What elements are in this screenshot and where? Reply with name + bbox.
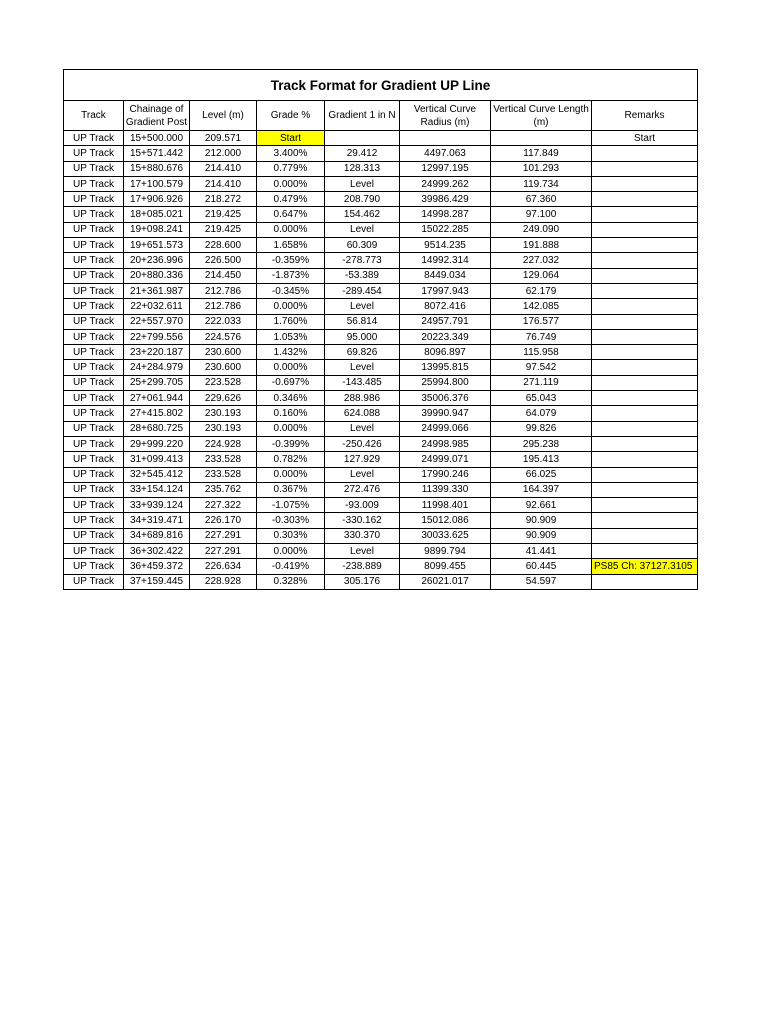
cell-track: UP Track [64, 544, 124, 559]
cell-remarks: Start [592, 131, 698, 146]
cell-track: UP Track [64, 253, 124, 268]
cell-grade: 0.367% [257, 482, 325, 497]
cell-gradient: -250.426 [325, 436, 400, 451]
cell-grade: 0.328% [257, 574, 325, 589]
cell-vc-radius: 39990.947 [400, 406, 491, 421]
cell-vc-radius: 11998.401 [400, 498, 491, 513]
cell-gradient: Level [325, 222, 400, 237]
cell-track: UP Track [64, 299, 124, 314]
cell-level: 235.762 [190, 482, 257, 497]
cell-grade: -0.697% [257, 375, 325, 390]
cell-chainage: 15+571.442 [124, 146, 190, 161]
cell-track: UP Track [64, 467, 124, 482]
cell-remarks [592, 222, 698, 237]
cell-vc-radius: 24999.071 [400, 452, 491, 467]
cell-vc-length: 119.734 [491, 176, 592, 191]
cell-track: UP Track [64, 574, 124, 589]
cell-track: UP Track [64, 238, 124, 253]
cell-chainage: 19+651.573 [124, 238, 190, 253]
column-header-chainage: Chainage of Gradient Post [124, 101, 190, 131]
cell-chainage: 29+999.220 [124, 436, 190, 451]
cell-track: UP Track [64, 329, 124, 344]
cell-grade: 1.053% [257, 329, 325, 344]
cell-level: 229.626 [190, 391, 257, 406]
cell-chainage: 34+319.471 [124, 513, 190, 528]
cell-gradient: -278.773 [325, 253, 400, 268]
cell-gradient: -238.889 [325, 559, 400, 574]
cell-grade: -1.873% [257, 268, 325, 283]
cell-track: UP Track [64, 192, 124, 207]
cell-level: 214.450 [190, 268, 257, 283]
cell-chainage: 20+236.996 [124, 253, 190, 268]
cell-level: 230.600 [190, 345, 257, 360]
cell-remarks [592, 268, 698, 283]
table-row [64, 375, 698, 390]
cell-gradient: Level [325, 176, 400, 191]
cell-track: UP Track [64, 482, 124, 497]
cell-remarks [592, 161, 698, 176]
cell-chainage: 25+299.705 [124, 375, 190, 390]
cell-level: 218.272 [190, 192, 257, 207]
cell-grade: 0.160% [257, 406, 325, 421]
cell-level: 226.500 [190, 253, 257, 268]
cell-grade: 0.303% [257, 528, 325, 543]
cell-chainage: 27+415.802 [124, 406, 190, 421]
cell-chainage: 24+284.979 [124, 360, 190, 375]
cell-chainage: 15+500.000 [124, 131, 190, 146]
cell-grade: 0.000% [257, 299, 325, 314]
cell-track: UP Track [64, 559, 124, 574]
cell-gradient: 624.088 [325, 406, 400, 421]
cell-level: 230.193 [190, 406, 257, 421]
cell-level: 212.786 [190, 299, 257, 314]
cell-grade: 0.000% [257, 467, 325, 482]
cell-track: UP Track [64, 283, 124, 298]
cell-chainage: 34+689.816 [124, 528, 190, 543]
cell-chainage: 36+459.372 [124, 559, 190, 574]
table-row [64, 513, 698, 528]
cell-chainage: 15+880.676 [124, 161, 190, 176]
table-row [64, 574, 698, 589]
cell-gradient: -143.485 [325, 375, 400, 390]
cell-vc-length: 271.119 [491, 375, 592, 390]
cell-level: 224.576 [190, 329, 257, 344]
cell-remarks [592, 436, 698, 451]
table-row [64, 299, 698, 314]
cell-remarks [592, 528, 698, 543]
cell-vc-length: 41.441 [491, 544, 592, 559]
column-header-level: Level (m) [190, 101, 257, 131]
cell-vc-length: 164.397 [491, 482, 592, 497]
cell-vc-length: 227.032 [491, 253, 592, 268]
cell-grade: 0.346% [257, 391, 325, 406]
cell-vc-radius: 8099.455 [400, 559, 491, 574]
cell-vc-length: 60.445 [491, 559, 592, 574]
cell-gradient: 69.826 [325, 345, 400, 360]
cell-level: 224.928 [190, 436, 257, 451]
table-row [64, 176, 698, 191]
cell-track: UP Track [64, 131, 124, 146]
cell-vc-radius: 4497.063 [400, 146, 491, 161]
cell-remarks [592, 375, 698, 390]
column-header-vc-length: Vertical Curve Length (m) [491, 101, 592, 131]
cell-vc-length: 295.238 [491, 436, 592, 451]
cell-vc-length: 142.085 [491, 299, 592, 314]
table-row [64, 436, 698, 451]
cell-vc-radius: 9514.235 [400, 238, 491, 253]
cell-track: UP Track [64, 222, 124, 237]
cell-remarks [592, 207, 698, 222]
cell-grade: 0.000% [257, 421, 325, 436]
cell-grade: 1.658% [257, 238, 325, 253]
cell-chainage: 27+061.944 [124, 391, 190, 406]
cell-remarks [592, 467, 698, 482]
table-row [64, 314, 698, 329]
cell-grade: 0.000% [257, 544, 325, 559]
cell-remarks [592, 360, 698, 375]
cell-vc-length: 117.849 [491, 146, 592, 161]
cell-track: UP Track [64, 452, 124, 467]
cell-level: 227.291 [190, 528, 257, 543]
cell-track: UP Track [64, 176, 124, 191]
cell-gradient: -93.009 [325, 498, 400, 513]
cell-grade: -0.419% [257, 559, 325, 574]
cell-grade: 0.779% [257, 161, 325, 176]
cell-remarks [592, 253, 698, 268]
table-row [64, 406, 698, 421]
table-row [64, 544, 698, 559]
cell-grade: Start [257, 131, 325, 146]
cell-gradient: -53.389 [325, 268, 400, 283]
table-row [64, 345, 698, 360]
column-header-remarks: Remarks [592, 101, 698, 131]
table-row [64, 238, 698, 253]
table-row [64, 283, 698, 298]
cell-remarks [592, 192, 698, 207]
cell-vc-length: 92.661 [491, 498, 592, 513]
cell-vc-radius: 39986.429 [400, 192, 491, 207]
gradient-table-sheet [63, 69, 697, 590]
cell-remarks [592, 299, 698, 314]
cell-chainage: 23+220.187 [124, 345, 190, 360]
table-row [64, 498, 698, 513]
cell-gradient: 288.986 [325, 391, 400, 406]
cell-grade: 0.000% [257, 222, 325, 237]
column-header-grade: Grade % [257, 101, 325, 131]
cell-level: 227.322 [190, 498, 257, 513]
cell-vc-radius [400, 131, 491, 146]
table-row [64, 528, 698, 543]
cell-track: UP Track [64, 146, 124, 161]
cell-vc-radius: 14992.314 [400, 253, 491, 268]
cell-remarks: PS85 Ch: 37127.3105 [592, 559, 698, 574]
cell-level: 219.425 [190, 222, 257, 237]
cell-vc-radius: 11399.330 [400, 482, 491, 497]
cell-vc-length: 64.079 [491, 406, 592, 421]
cell-track: UP Track [64, 436, 124, 451]
cell-level: 230.193 [190, 421, 257, 436]
cell-gradient [325, 131, 400, 146]
cell-track: UP Track [64, 391, 124, 406]
cell-chainage: 19+098.241 [124, 222, 190, 237]
cell-gradient: 95.000 [325, 329, 400, 344]
gradient-table [63, 69, 698, 590]
cell-track: UP Track [64, 360, 124, 375]
cell-remarks [592, 574, 698, 589]
cell-remarks [592, 329, 698, 344]
cell-vc-radius: 13995.815 [400, 360, 491, 375]
cell-vc-radius: 17990.246 [400, 467, 491, 482]
cell-remarks [592, 498, 698, 513]
column-header-vc-radius: Vertical Curve Radius (m) [400, 101, 491, 131]
cell-vc-radius: 8096.897 [400, 345, 491, 360]
cell-gradient: 208.790 [325, 192, 400, 207]
cell-vc-radius: 8449.034 [400, 268, 491, 283]
cell-remarks [592, 283, 698, 298]
cell-chainage: 18+085.021 [124, 207, 190, 222]
table-row [64, 360, 698, 375]
cell-remarks [592, 513, 698, 528]
cell-chainage: 33+154.124 [124, 482, 190, 497]
cell-grade: -0.399% [257, 436, 325, 451]
cell-vc-length: 191.888 [491, 238, 592, 253]
cell-gradient: Level [325, 299, 400, 314]
table-row [64, 482, 698, 497]
cell-level: 233.528 [190, 467, 257, 482]
cell-track: UP Track [64, 314, 124, 329]
cell-vc-radius: 30033.625 [400, 528, 491, 543]
cell-grade: 0.000% [257, 360, 325, 375]
cell-level: 222.033 [190, 314, 257, 329]
cell-chainage: 22+032.611 [124, 299, 190, 314]
cell-track: UP Track [64, 345, 124, 360]
cell-remarks [592, 345, 698, 360]
cell-grade: 1.432% [257, 345, 325, 360]
cell-gradient: 305.176 [325, 574, 400, 589]
cell-vc-length: 90.909 [491, 528, 592, 543]
cell-remarks [592, 146, 698, 161]
cell-gradient: Level [325, 467, 400, 482]
cell-grade: 0.782% [257, 452, 325, 467]
cell-chainage: 22+799.556 [124, 329, 190, 344]
column-header-gradient: Gradient 1 in N [325, 101, 400, 131]
cell-vc-radius: 24999.066 [400, 421, 491, 436]
cell-remarks [592, 421, 698, 436]
header-row [64, 101, 698, 131]
cell-remarks [592, 452, 698, 467]
cell-level: 212.786 [190, 283, 257, 298]
cell-vc-radius: 9899.794 [400, 544, 491, 559]
cell-vc-radius: 24957.791 [400, 314, 491, 329]
column-header-track: Track [64, 101, 124, 131]
table-row [64, 146, 698, 161]
cell-gradient: 128.313 [325, 161, 400, 176]
cell-vc-radius: 26021.017 [400, 574, 491, 589]
cell-grade: 0.000% [257, 176, 325, 191]
table-row [64, 131, 698, 146]
cell-vc-radius: 24998.985 [400, 436, 491, 451]
cell-track: UP Track [64, 528, 124, 543]
cell-vc-radius: 24999.262 [400, 176, 491, 191]
cell-vc-length: 99.826 [491, 421, 592, 436]
cell-level: 223.528 [190, 375, 257, 390]
cell-chainage: 37+159.445 [124, 574, 190, 589]
cell-chainage: 17+100.579 [124, 176, 190, 191]
cell-gradient: 29.412 [325, 146, 400, 161]
table-row [64, 559, 698, 574]
cell-vc-length: 115.958 [491, 345, 592, 360]
cell-remarks [592, 238, 698, 253]
cell-chainage: 36+302.422 [124, 544, 190, 559]
table-title: Track Format for Gradient UP Line [64, 70, 698, 101]
cell-vc-radius: 25994.800 [400, 375, 491, 390]
cell-chainage: 31+099.413 [124, 452, 190, 467]
cell-gradient: -330.162 [325, 513, 400, 528]
cell-vc-length: 66.025 [491, 467, 592, 482]
cell-level: 230.600 [190, 360, 257, 375]
cell-grade: -0.345% [257, 283, 325, 298]
cell-vc-length: 97.542 [491, 360, 592, 375]
cell-level: 226.170 [190, 513, 257, 528]
cell-grade: -0.359% [257, 253, 325, 268]
cell-chainage: 17+906.926 [124, 192, 190, 207]
cell-level: 209.571 [190, 131, 257, 146]
cell-vc-radius: 17997.943 [400, 283, 491, 298]
table-row [64, 161, 698, 176]
table-row [64, 421, 698, 436]
cell-level: 228.928 [190, 574, 257, 589]
cell-vc-length: 90.909 [491, 513, 592, 528]
cell-vc-length: 176.577 [491, 314, 592, 329]
cell-vc-radius: 8072.416 [400, 299, 491, 314]
cell-gradient: 272.476 [325, 482, 400, 497]
cell-track: UP Track [64, 207, 124, 222]
cell-level: 228.600 [190, 238, 257, 253]
cell-vc-radius: 12997.195 [400, 161, 491, 176]
cell-vc-length: 101.293 [491, 161, 592, 176]
cell-grade: -0.303% [257, 513, 325, 528]
cell-level: 212.000 [190, 146, 257, 161]
cell-grade: -1.075% [257, 498, 325, 513]
cell-track: UP Track [64, 421, 124, 436]
cell-vc-length: 97.100 [491, 207, 592, 222]
cell-remarks [592, 314, 698, 329]
cell-vc-radius: 15022.285 [400, 222, 491, 237]
cell-gradient: -289.454 [325, 283, 400, 298]
cell-vc-radius: 20223.349 [400, 329, 491, 344]
cell-vc-length: 62.179 [491, 283, 592, 298]
cell-track: UP Track [64, 268, 124, 283]
cell-vc-length: 67.360 [491, 192, 592, 207]
table-row [64, 192, 698, 207]
cell-level: 227.291 [190, 544, 257, 559]
cell-vc-length: 65.043 [491, 391, 592, 406]
cell-vc-length: 129.064 [491, 268, 592, 283]
cell-vc-radius: 15012.086 [400, 513, 491, 528]
table-row [64, 467, 698, 482]
cell-remarks [592, 544, 698, 559]
cell-grade: 0.479% [257, 192, 325, 207]
cell-vc-radius: 14998.287 [400, 207, 491, 222]
cell-track: UP Track [64, 513, 124, 528]
cell-chainage: 28+680.725 [124, 421, 190, 436]
cell-gradient: 60.309 [325, 238, 400, 253]
table-row [64, 207, 698, 222]
cell-grade: 1.760% [257, 314, 325, 329]
cell-grade: 3.400% [257, 146, 325, 161]
cell-chainage: 20+880.336 [124, 268, 190, 283]
table-row [64, 329, 698, 344]
table-row [64, 391, 698, 406]
table-row [64, 268, 698, 283]
cell-gradient: 127.929 [325, 452, 400, 467]
cell-gradient: Level [325, 544, 400, 559]
cell-remarks [592, 176, 698, 191]
cell-chainage: 21+361.987 [124, 283, 190, 298]
cell-chainage: 22+557.970 [124, 314, 190, 329]
table-row [64, 253, 698, 268]
cell-gradient: Level [325, 360, 400, 375]
cell-level: 214.410 [190, 161, 257, 176]
cell-track: UP Track [64, 161, 124, 176]
cell-vc-length: 76.749 [491, 329, 592, 344]
cell-remarks [592, 406, 698, 421]
cell-grade: 0.647% [257, 207, 325, 222]
cell-gradient: 56.814 [325, 314, 400, 329]
cell-level: 214.410 [190, 176, 257, 191]
cell-vc-length [491, 131, 592, 146]
cell-vc-length: 195.413 [491, 452, 592, 467]
cell-remarks [592, 482, 698, 497]
cell-level: 226.634 [190, 559, 257, 574]
cell-vc-radius: 35006.376 [400, 391, 491, 406]
table-row [64, 222, 698, 237]
cell-chainage: 32+545.412 [124, 467, 190, 482]
cell-track: UP Track [64, 406, 124, 421]
cell-vc-length: 54.597 [491, 574, 592, 589]
cell-track: UP Track [64, 375, 124, 390]
cell-gradient: 154.462 [325, 207, 400, 222]
cell-remarks [592, 391, 698, 406]
cell-chainage: 33+939.124 [124, 498, 190, 513]
cell-gradient: 330.370 [325, 528, 400, 543]
table-row [64, 452, 698, 467]
cell-level: 233.528 [190, 452, 257, 467]
cell-gradient: Level [325, 421, 400, 436]
cell-vc-length: 249.090 [491, 222, 592, 237]
cell-level: 219.425 [190, 207, 257, 222]
cell-track: UP Track [64, 498, 124, 513]
